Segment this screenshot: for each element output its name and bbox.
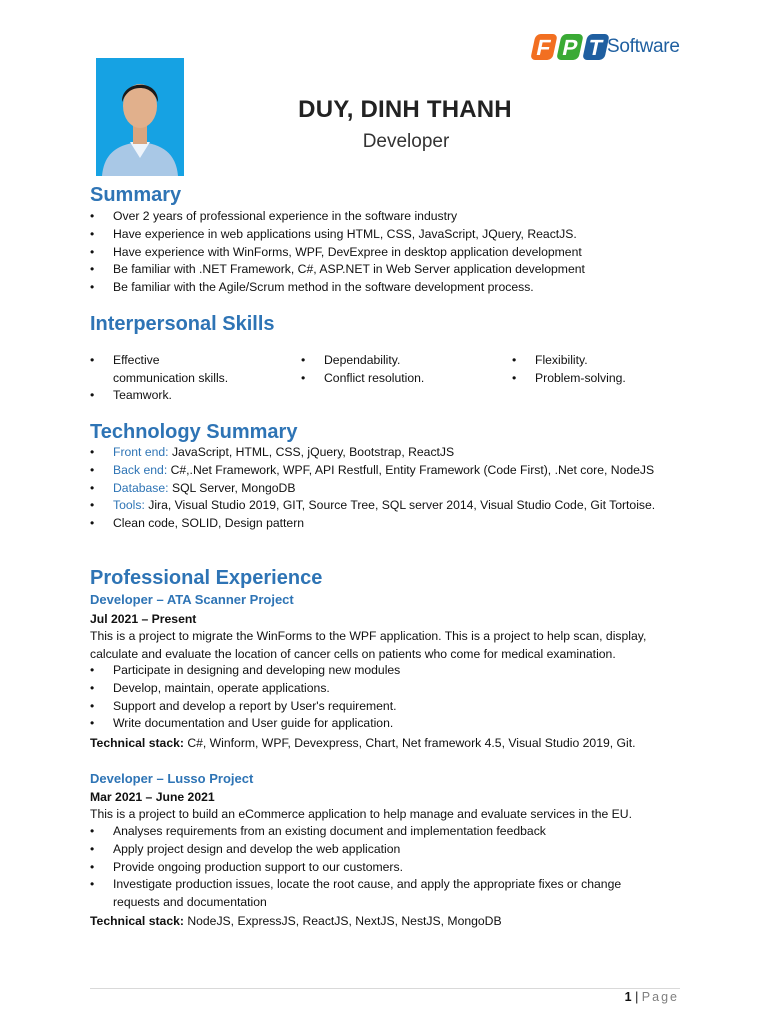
tech-heading: Technology Summary: [90, 421, 298, 443]
project-period: Jul 2021 – Present: [90, 612, 197, 626]
project-period: Mar 2021 – June 2021: [90, 790, 215, 804]
svg-text:P: P: [560, 35, 581, 60]
list-item: • Be familiar with .NET Framework, C#, ASP.NET in Web Server application development: [90, 261, 585, 279]
candidate-name: DUY, DINH THANH: [298, 96, 512, 123]
skills-column-2: [301, 352, 491, 387]
list-item: • Provide ongoing production support to our customers.: [90, 859, 680, 877]
tech-item-back-end: • Back end: C#,.Net Framework, WPF, API Restfull, Entity Framework (Code First), .Net core, NodeJS: [90, 462, 690, 480]
footer-divider: [90, 988, 680, 989]
skills-heading: Interpersonal Skills: [90, 313, 275, 335]
page-word: Page: [641, 990, 679, 1004]
logo-software-text: Software: [607, 36, 680, 57]
skills-column-3: [512, 352, 702, 387]
project-stack: Technical stack: NodeJS, ExpressJS, ReactJS, NextJS, NestJS, MongoDB: [90, 914, 502, 928]
candidate-role: Developer: [362, 131, 450, 152]
list-item: • Be familiar with the Agile/Scrum method in the software development process.: [90, 279, 585, 297]
list-item: • Conflict resolution.: [301, 370, 491, 388]
project-tasks: [90, 662, 400, 733]
list-item: • Support and develop a report by User's requirement.: [90, 698, 400, 716]
list-item: • Over 2 years of professional experience in the software industry: [90, 208, 585, 226]
project-title: Developer – ATA Scanner Project: [90, 592, 294, 607]
list-item: • Have experience with WinForms, WPF, DevExpree in desktop application development: [90, 244, 585, 262]
summary-list: [90, 208, 585, 297]
list-item: • Apply project design and develop the web application: [90, 841, 680, 859]
experience-heading: Professional Experience: [90, 567, 323, 589]
project-stack: Technical stack: C#, Winform, WPF, Devexpress, Chart, Net framework 4.5, Visual Studio 2019, Git.: [90, 736, 636, 750]
tech-item-tools: • Tools: Jira, Visual Studio 2019, GIT, Source Tree, SQL server 2014, Visual Studio Code, Git Tortoise.: [90, 497, 690, 515]
tech-item-database: • Database: SQL Server, MongoDB: [90, 480, 690, 498]
list-item: • Effective communication skills.: [90, 352, 243, 387]
tech-list: [90, 444, 690, 533]
project-description: This is a project to migrate the WinForms to the WPF application. This is a project to help scan, display, calculate and evaluate the location of cancer cells on patients who come for medical examination.: [90, 629, 647, 661]
project-description: This is a project to build an eCommerce application to help manage and evaluate services in the EU.: [90, 807, 632, 821]
list-item: • Investigate production issues, locate the root cause, and apply the appropriate fixes or change requests and documentation: [90, 876, 643, 912]
page-number: 1: [624, 990, 632, 1004]
svg-text:F: F: [534, 35, 553, 60]
list-item: • Participate in designing and developing new modules: [90, 662, 400, 680]
list-item: • Flexibility.: [512, 352, 702, 370]
list-item: • Have experience in web applications using HTML, CSS, JavaScript, JQuery, ReactJS.: [90, 226, 585, 244]
list-item: • Teamwork.: [90, 387, 260, 405]
list-item: • Develop, maintain, operate applications.: [90, 680, 400, 698]
list-item: • Analyses requirements from an existing document and implementation feedback: [90, 823, 680, 841]
tech-item-practices: • Clean code, SOLID, Design pattern: [90, 515, 690, 533]
list-item: • Problem-solving.: [512, 370, 702, 388]
skills-column-1: [90, 352, 260, 405]
tech-item-front-end: • Front end: JavaScript, HTML, CSS, jQuery, Bootstrap, ReactJS: [90, 444, 690, 462]
list-item: • Dependability.: [301, 352, 491, 370]
page-footer: 1 | Page: [624, 990, 679, 1004]
svg-text:T: T: [586, 35, 605, 60]
summary-heading: Summary: [90, 184, 182, 206]
project-tasks: [90, 823, 680, 912]
list-item: • Write documentation and User guide for application.: [90, 715, 400, 733]
project-title: Developer – Lusso Project: [90, 771, 254, 786]
